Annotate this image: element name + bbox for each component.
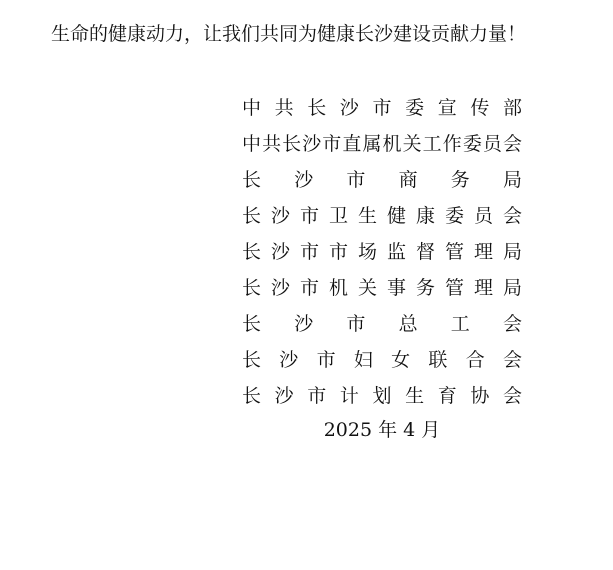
signatory-womens-federation: 长 沙 市 妇 女 联 合 会 bbox=[242, 349, 522, 371]
signatory-government-affairs-bureau: 长 沙 市 机 关 事 务 管 理 局 bbox=[242, 277, 522, 299]
signatory-family-planning-association: 长 沙 市 计 划 生 育 协 会 bbox=[242, 385, 522, 407]
signatory-party-committee-publicity: 中 共 长 沙 市 委 宣 传 部 bbox=[242, 97, 522, 119]
signatory-market-supervision-bureau: 长 沙 市 市 场 监 督 管 理 局 bbox=[242, 241, 522, 263]
signatory-municipal-organs-work-committee: 中共长沙市直属机关工作委员会 bbox=[242, 133, 522, 155]
signatory-list bbox=[242, 90, 522, 414]
signatory-health-commission: 长 沙 市 卫 生 健 康 委 员 会 bbox=[242, 205, 522, 227]
signatory-commerce-bureau: 长 沙 市 商 务 局 bbox=[242, 169, 522, 191]
signatory-federation-of-trade-unions: 长 沙 市 总 工 会 bbox=[242, 313, 522, 335]
closing-line: 生命的健康动力，让我们共同为健康长沙建设贡献力量！ bbox=[51, 23, 527, 45]
document-date: 2025 年 4 月 bbox=[323, 419, 441, 441]
